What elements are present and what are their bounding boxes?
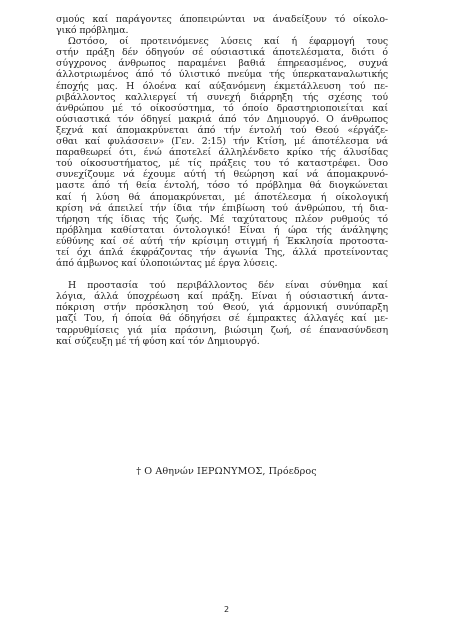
- text-line: Η προστασία τού περιβάλλοντος δέν είναι σύνθημα καί: [68, 280, 388, 292]
- text-line: Ωστόσο, οί προτεινόμενες λύσεις καί ή έφαρμογή τους: [68, 36, 388, 48]
- text-line: λόγια, άλλά ύποχρέωση καί πράξη. Είναι ή ούσιαστική άντα-: [56, 291, 388, 303]
- text-line: κρίση νά άπειλεί τήν ίδια τήν έπιβίωση τού άνθρώπου, τή δια-: [56, 202, 388, 214]
- text-line: τού οίκοσυστήματος, μέ τίς πράξεις του τό καταστρέφει. Όσο: [56, 158, 388, 170]
- paragraph-spacer: [56, 269, 388, 280]
- text-line: σύγχρονος άνθρωπος παραμένει βαθιά έπηρεασμένος, συχνά: [56, 58, 388, 70]
- text-line: τεί όχι άπλά έκφράζοντας τήν άγωνία Της, άλλά προτείνοντας: [56, 246, 388, 258]
- text-line: παραθεωρεί ότι, ένώ άποτελεί άλληλένδετο κρίκο τής άλυσίδας: [56, 147, 388, 159]
- text-line: ριβάλλοντος καλλιεργεί τή συνεχή διάρρηξη τής σχέσης τού: [56, 91, 388, 103]
- text-line: συνεχίζουμε νά έχουμε αύτή τή θεώρηση καί νά άπομακρυνό-: [56, 169, 388, 181]
- text-line: σμούς καί παράγοντες άποπειρώνται να άναδείξουν τό οίκολο-: [56, 14, 388, 25]
- text-line: άπό άμβωνος καί ύλοποιώντας μέ έργα λύσεις.: [56, 258, 278, 270]
- text-line: στήν πράξη δέν όδηγούν σέ ούσιαστικά άποτελέσματα, διότι ό: [56, 47, 388, 59]
- text-line: ξεχνά καί άπομακρύνεται άπό τήν έντολή τού Θεού «έργάζε-: [56, 124, 388, 136]
- body-text: [56, 14, 388, 347]
- text-line: πρόβλημα καθίσταται όντολογικό! Είναι ή ώρα τής άνάληψης: [56, 224, 388, 236]
- page-number: 2: [223, 605, 230, 614]
- text-line: γικό πρόβλημα.: [56, 25, 129, 37]
- signature-line: † Ο Αθηνών ΙΕΡΩΝΥΜΟΣ, Πρόεδρος: [136, 466, 317, 477]
- text-line: πόκριση στήν πρόσκληση τού Θεού, γιά άρμονική συνύπαρξη: [56, 302, 388, 314]
- text-line: άνθρώπου μέ τό οίκοσύστημα, τό όποίο δραστηριοποιείται καί: [56, 102, 388, 114]
- text-line: ούσιαστικά τόν όδηγεί μακριά άπό τόν Δημιουργό. Ο άνθρωπος: [56, 113, 388, 125]
- paragraph-3: [56, 280, 388, 347]
- text-line: σθαι καί φυλάσσειν» (Γεν. 2:15) τήν Κτίση, μέ άποτέλεσμα νά: [56, 136, 388, 148]
- text-line: άλλοτριωμένος άπό τό ύλιστικό πνεύμα τής ύπερκαταναλωτικής: [56, 69, 388, 81]
- text-line: εύθύνης καί σέ αύτή τήν κρίσιμη στιγμή ή Έκκλησία προτοστα-: [56, 235, 388, 247]
- text-line: τήρηση τής ίδιας τής ζωής. Μέ ταχύτατους πλέον ρυθμούς τό: [56, 213, 388, 225]
- text-line: καί σύζευξη μέ τή φύση καί τόν Δημιουργό.: [56, 335, 260, 347]
- text-line: ταρρυθμίσεις γιά μία πράσινη, βιώσιμη ζωή, σέ έπανασύνδεση: [56, 324, 388, 336]
- paragraph-1: [56, 14, 388, 36]
- text-line: έποχής μας. Η όλοένα καί αύξανόμενη έκμετάλλευση τού πε-: [56, 80, 388, 92]
- text-line: μαστε άπό τή θεία έντολή, τόσο τό πρόβλημα θά διογκώνεται: [56, 180, 388, 192]
- text-line: καί ή λύση θά άπομακρύνεται, μέ άποτέλεσμα ή οίκολογική: [56, 191, 388, 203]
- text-line: μαζί Του, ή όποία θά όδηγήσει σέ έμπρακτες άλλαγές καί με-: [56, 313, 388, 325]
- paragraph-2: [56, 36, 388, 269]
